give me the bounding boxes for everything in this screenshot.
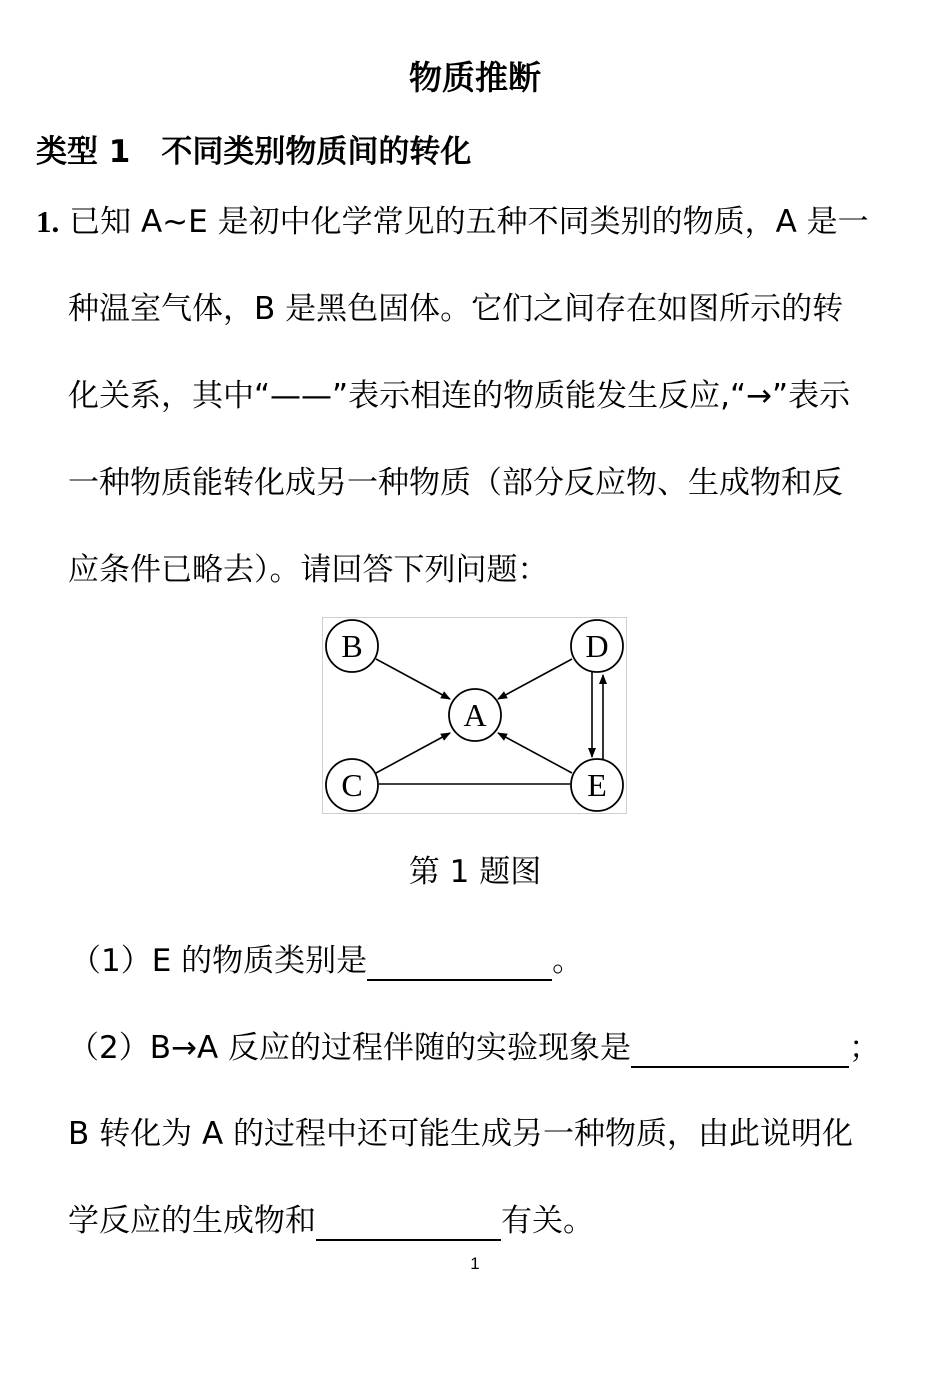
- question-text-line: 已知 A~E 是初中化学常见的五种不同类别的物质，A 是一: [69, 204, 869, 240]
- node-c-label: C: [341, 767, 363, 803]
- question-number: 1.: [36, 204, 60, 239]
- node-b-label: B: [341, 628, 363, 664]
- answer-blank[interactable]: [367, 943, 552, 981]
- node-d-label: D: [585, 628, 609, 664]
- subquestion-1-end: 。: [552, 943, 584, 979]
- subquestion-2: [68, 1022, 880, 1068]
- node-b: [326, 620, 378, 672]
- reaction-diagram: [322, 617, 627, 814]
- node-a-label: A: [463, 697, 487, 733]
- question-text-line: 应条件已略去）。请回答下列问题：: [68, 552, 549, 588]
- question-text-line: 化关系，其中“——”表示相连的物质能发生反应,“→”表示: [68, 378, 851, 414]
- subquestion-2-line-3: [68, 1195, 594, 1241]
- subquestion-1: [70, 935, 583, 981]
- subquestion-2-text: （2）B→A 反应的过程伴随的实验现象是: [68, 1030, 632, 1066]
- node-a: [449, 689, 501, 741]
- subquestion-2-end: ；: [849, 1030, 881, 1066]
- subquestion-2-line-3-end: 有关。: [501, 1203, 594, 1239]
- answer-blank[interactable]: [631, 1030, 849, 1068]
- subquestion-1-text: （1）E 的物质类别是: [70, 943, 368, 979]
- page-number: 1: [470, 1254, 480, 1273]
- answer-blank[interactable]: [316, 1203, 501, 1241]
- subquestion-2-line-2: B 转化为 A 的过程中还可能生成另一种物质，由此说明化: [68, 1116, 854, 1152]
- question-text-line: 种温室气体，B 是黑色固体。它们之间存在如图所示的转: [68, 291, 844, 327]
- node-d: [571, 620, 623, 672]
- node-e-label: E: [587, 767, 607, 803]
- node-e: [571, 759, 623, 811]
- page-title: 物质推断: [409, 58, 541, 97]
- question-text-line: 一种物质能转化成另一种物质（部分反应物、生成物和反: [68, 465, 843, 501]
- subquestion-2-line-3-start: 学反应的生成物和: [68, 1203, 316, 1239]
- question-1-line-1: [36, 196, 869, 241]
- section-heading: 类型 1 不同类别物质间的转化: [36, 134, 472, 170]
- node-c: [326, 759, 378, 811]
- figure-caption: 第 1 题图: [408, 854, 542, 890]
